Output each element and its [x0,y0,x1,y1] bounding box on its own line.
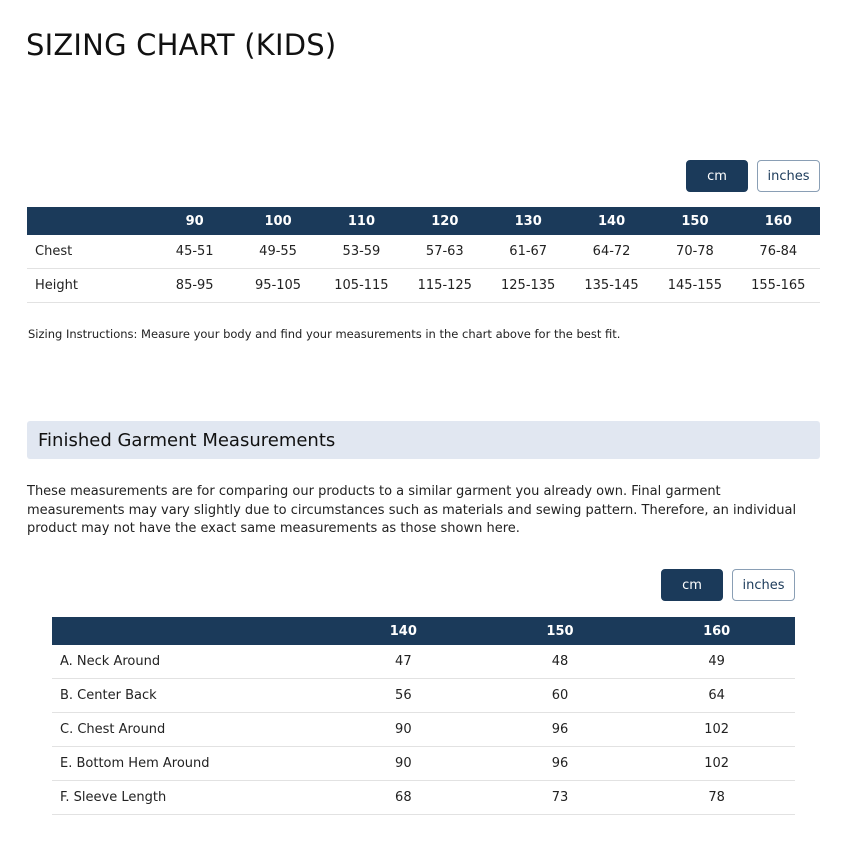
table-cell: 78 [638,781,795,815]
table-cell: 56 [325,679,482,713]
table-cell: 64-72 [570,235,653,269]
table-row [27,235,820,269]
table-cell: 96 [482,713,639,747]
table-cell: 70-78 [653,235,736,269]
table-cell: 90 [325,747,482,781]
inches-button[interactable]: inches [732,569,795,601]
table-cell: 49 [638,645,795,679]
table-cell: 57-63 [403,235,486,269]
size-unit-toggle [686,160,820,192]
header-cell: 100 [236,207,319,235]
header-cell: 140 [325,617,482,645]
table-cell: 53-59 [320,235,403,269]
size-chart-table [27,207,820,303]
table-cell: 95-105 [236,269,319,303]
table-cell: 102 [638,747,795,781]
section-header [27,421,820,459]
header-cell: 120 [403,207,486,235]
table-cell: 105-115 [320,269,403,303]
table-cell: 64 [638,679,795,713]
header-cell: 150 [653,207,736,235]
table-cell: 115-125 [403,269,486,303]
table-row [52,747,795,781]
table-cell: 76-84 [737,235,820,269]
table-cell: 48 [482,645,639,679]
table-cell: 155-165 [737,269,820,303]
table-cell: 145-155 [653,269,736,303]
row-label: Height [27,269,153,303]
cm-button[interactable]: cm [661,569,723,601]
table-row [27,269,820,303]
sizing-instructions: Sizing Instructions: Measure your body and find your measurements in the chart above for the best fit. [28,327,621,341]
header-cell: 90 [153,207,236,235]
table-cell: 135-145 [570,269,653,303]
section-title: Finished Garment Measurements [38,429,336,451]
garment-header-row [52,617,795,645]
table-cell: 96 [482,747,639,781]
table-cell: 73 [482,781,639,815]
table-cell: 85-95 [153,269,236,303]
table-row [52,781,795,815]
table-row [52,645,795,679]
page-title: SIZING CHART (KIDS) [26,28,337,62]
table-row [52,713,795,747]
table-cell: 47 [325,645,482,679]
header-cell: 160 [638,617,795,645]
table-cell: 68 [325,781,482,815]
table-cell: 61-67 [487,235,570,269]
header-cell [52,617,325,645]
row-label: C. Chest Around [52,713,325,747]
row-label: Chest [27,235,153,269]
row-label: E. Bottom Hem Around [52,747,325,781]
cm-button[interactable]: cm [686,160,748,192]
table-cell: 102 [638,713,795,747]
header-cell: 130 [487,207,570,235]
table-cell: 125-135 [487,269,570,303]
table-cell: 49-55 [236,235,319,269]
table-cell: 60 [482,679,639,713]
row-label: A. Neck Around [52,645,325,679]
size-chart-header-row [27,207,820,235]
header-cell: 140 [570,207,653,235]
header-cell: 160 [737,207,820,235]
table-cell: 90 [325,713,482,747]
row-label: F. Sleeve Length [52,781,325,815]
garment-unit-toggle [661,569,795,601]
garment-description: These measurements are for comparing our products to a similar garment you already own. Final garment measurements may vary slightly due to circumstances such as materials and sewing pattern. Therefore, an individual product may not have the exact same measurements as those shown here. [27,484,797,536]
header-cell: 150 [482,617,639,645]
header-cell: 110 [320,207,403,235]
row-label: B. Center Back [52,679,325,713]
garment-measurements-table [52,617,795,815]
inches-button[interactable]: inches [757,160,820,192]
header-cell [27,207,153,235]
table-cell: 45-51 [153,235,236,269]
table-row [52,679,795,713]
